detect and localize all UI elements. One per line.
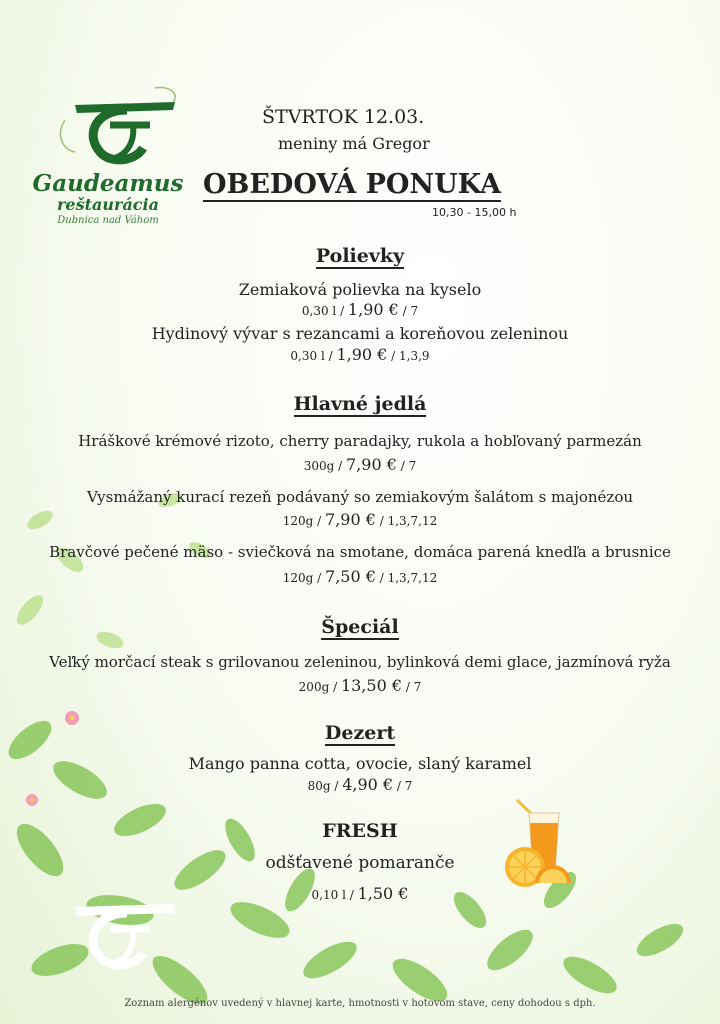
logo-name: Gaudeamus (32, 170, 184, 197)
logo-type: reštaurácia (57, 195, 159, 214)
section-heading-soups: Polievky (315, 245, 405, 267)
section-heading-fresh: FRESH (322, 820, 398, 842)
nameday: meniny má Gregor (278, 134, 430, 153)
logo-emblem (55, 895, 185, 985)
dish-name: Hráškové krémové rizoto, cherry paradajky, rukola a hobľovaný parmezán (78, 432, 642, 450)
dish-price-line: 80g / 4,90 € / 7 (307, 775, 413, 794)
dish-price-line: 300g / 7,90 € / 7 (303, 455, 417, 474)
orange-juice-glass (495, 795, 585, 895)
dish-name: Vysmážaný kurací rezeň podávaný so zemiakovým šalátom s majonézou (86, 488, 634, 506)
dish-price-line: 120g / 7,90 € / 1,3,7,12 (282, 510, 438, 529)
dish-price-line: 0,30 l / 1,90 € / 1,3,9 (290, 345, 430, 364)
dish-price-line: 0,10 l / 1,50 € (311, 884, 409, 903)
dish-name: Mango panna cotta, ovocie, slaný karamel (188, 754, 532, 773)
dish-name: Veľký morčací steak s grilovanou zeleninou, bylinková demi glace, jazmínová ryža (49, 653, 671, 671)
dish-price-line: 0,30 l / 1,90 € / 7 (301, 300, 419, 319)
dish-price-line: 200g / 13,50 € / 7 (298, 676, 422, 695)
footer-note: Zoznam alergénov uvedený v hlavnej karte, hmotnosti v hotovom stave, ceny dohodou s dph. (124, 998, 596, 1009)
serving-hours: 10,30 - 15,00 h (432, 206, 517, 219)
dish-name: Zemiaková polievka na kyselo (238, 280, 482, 299)
dish-price-line: 120g / 7,50 € / 1,3,7,12 (282, 567, 438, 586)
dish-name: Bravčové pečené mäso - sviečková na smotane, domáca parená knedľa a brusnice (49, 543, 671, 561)
dish-name: odšťavené pomaranče (265, 853, 455, 873)
section-heading-dessert: Dezert (324, 722, 396, 744)
section-heading-special: Špeciál (321, 616, 399, 638)
logo-city: Dubnica nad Váhom (57, 215, 159, 226)
section-heading-mains: Hlavné jedlá (293, 393, 427, 415)
menu-day: ŠTVRTOK 12.03. (262, 106, 425, 128)
logo-emblem (55, 80, 185, 172)
page-title: OBEDOVÁ PONUKA (203, 169, 501, 200)
dish-name: Hydinový vývar s rezancami a koreňovou zeleninou (151, 324, 569, 343)
